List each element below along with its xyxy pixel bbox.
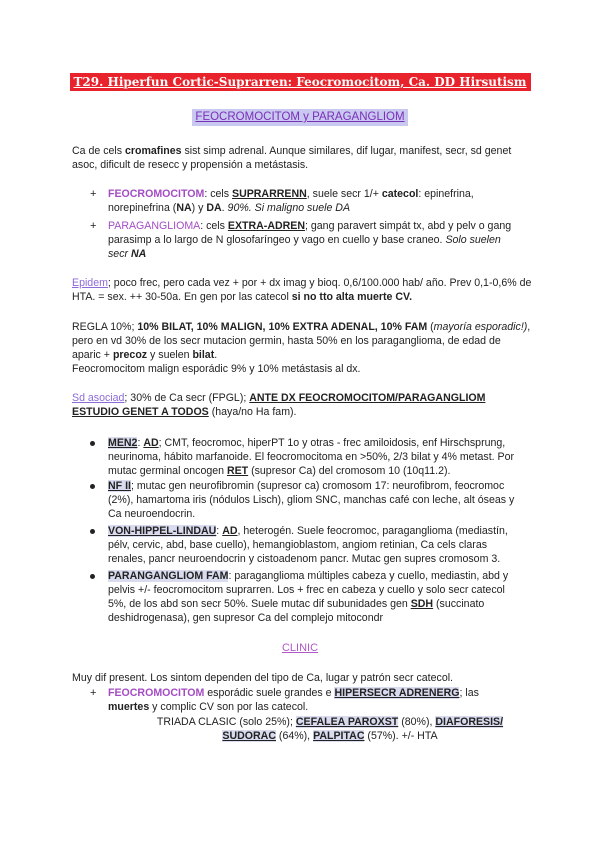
title-row bbox=[0, 73, 600, 91]
text-run: precoz bbox=[112, 349, 148, 361]
text-run: ; mutac gen neurofibromin (supresor ca) cromosom 17: neurofibrom, feocromoc (2%), hamartoma iris (nódulos Lisch), gliom SNC, manchas café con leche, alt óseas y Ca neuroendocrin. bbox=[108, 480, 515, 520]
text-run: (64%), bbox=[275, 730, 314, 742]
clinic-intro-text: Muy dif present. Los sintom dependen del tipo de Ca, lugar y patrón secr catecol. bbox=[72, 672, 454, 684]
sd-asociad-link[interactable]: Sd asociad bbox=[72, 392, 125, 404]
text-run: ; CMT, feocromoc, hiperPT 1o y otras - frec amiloidosis, enf Hirschsprung, neurinoma, hábito marfanoide. El feocromocitoma en >50%, 2/3 bilat y 4% metast. Por mutac germinal oncogen bbox=[108, 437, 515, 477]
text-run: NA bbox=[176, 202, 192, 214]
clinic-heading-row bbox=[0, 641, 600, 655]
page-title: T29. Hiperfun Cortic-Suprarren: Feocromocitom, Ca. DD Hirsutism bbox=[70, 73, 531, 91]
text-run: (supresor Ca) del cromosom 10 (10q11.2). bbox=[248, 465, 451, 477]
list-item-text bbox=[108, 686, 520, 714]
term-label: FEOCROMOCITOM bbox=[108, 188, 205, 200]
text-run: ; gang paravert simpát tx, abd y pelv o gang parasimp a lo largo de N glosofaríngeo y vago en cuello y base craneo. bbox=[108, 220, 512, 246]
text-run: DA bbox=[206, 202, 222, 214]
text-run: : bbox=[216, 525, 223, 537]
text-run: (haya/no Ha fam). bbox=[208, 406, 297, 418]
text-run: . bbox=[221, 202, 228, 214]
text-run: bilat bbox=[192, 349, 215, 361]
text-run: , pero en vd 30% de los secr mutacion germin, hasta 50% en los paraganglioma, de edad de aparic + bbox=[72, 321, 531, 361]
subtitle-row bbox=[0, 109, 600, 126]
text-run: : bbox=[137, 437, 144, 449]
bullet-dot bbox=[90, 529, 95, 534]
epidem-link[interactable]: Epidem bbox=[72, 277, 108, 289]
sd-asociad-paragraph bbox=[72, 391, 532, 419]
plus-bullet: + bbox=[90, 188, 97, 200]
text-run: (succinato deshidrogenasa), gen supresor Ca del complejo mitocondr bbox=[108, 598, 485, 624]
text-run: (57%). +/- HTA bbox=[364, 730, 438, 742]
bullet-dot bbox=[90, 441, 95, 446]
text-run: (80%), bbox=[398, 716, 436, 728]
list-item-text bbox=[108, 219, 520, 261]
text-run: : cels bbox=[200, 220, 228, 232]
text-run: esporádic suele grandes e bbox=[204, 687, 335, 699]
plus-bullet: + bbox=[90, 687, 97, 699]
epidem-paragraph bbox=[72, 276, 532, 304]
text-run: . bbox=[214, 349, 218, 361]
bullet-dot bbox=[90, 574, 95, 579]
text-run: ; 30% de Ca secr (FPGL); bbox=[124, 392, 250, 404]
bullet-dot bbox=[90, 484, 95, 489]
text-run: ( bbox=[427, 321, 434, 333]
term-label: MEN2 bbox=[108, 437, 138, 449]
section-heading: FEOCROMOCITOM y PARAGANGLIOM bbox=[192, 109, 407, 126]
text-run: : paraganglioma múltiples cabeza y cuello, mediastin, abd y pelvis +/- feocromocitom suprarren. Los + frec en cabeza y cuello y solo secr catecol 5%, de los abd son secr 50%. Suele mutac dif subunidades gen bbox=[108, 570, 509, 610]
intro-bold: cromafines bbox=[125, 145, 182, 157]
text-run: EXTRA-ADREN bbox=[227, 220, 306, 232]
text-run: catecol bbox=[381, 188, 419, 200]
regla-line-malign: Feocromocitom malign esporádic 9% y 10% metástasis al dx. bbox=[72, 363, 361, 375]
text-run: ; las bbox=[459, 687, 479, 699]
list-item-text bbox=[108, 436, 520, 478]
text-run: ; poco frec, pero cada vez + por + dx imag y bioq. 0,6/100.000 hab/ año. Prev 0,1-0,6% de HTA. = sex. ++ 30-50a. En gen por las catecol bbox=[72, 277, 532, 303]
list-item-text bbox=[108, 479, 520, 521]
clinic-heading[interactable]: CLINIC bbox=[281, 642, 319, 654]
list-item-text bbox=[108, 524, 520, 566]
intro-text-2: sist simp adrenal. Aunque similares, dif lugar, manifest, secr, sd genet asoc, dificult de resecc y propensión a metástasis. bbox=[72, 145, 512, 171]
text-run: y suelen bbox=[147, 349, 193, 361]
term-label: PARANGANGLIOM FAM bbox=[108, 570, 229, 582]
text-run: AD bbox=[143, 437, 159, 449]
list-item-text bbox=[108, 187, 520, 215]
text-run: AD bbox=[222, 525, 238, 537]
text-run: : epinefrina, norepinefrina ( bbox=[108, 188, 474, 214]
term-label: PARAGANGLIOMA bbox=[108, 220, 201, 232]
text-run: mayoría esporadic!) bbox=[433, 321, 528, 333]
text-run: : cels bbox=[204, 188, 232, 200]
text-run: SDH bbox=[410, 598, 434, 610]
triada-line bbox=[150, 715, 510, 743]
text-run: REGLA 10%; bbox=[72, 321, 138, 333]
intro-text: Ca de cels bbox=[72, 145, 125, 157]
text-run: muertes bbox=[108, 701, 150, 713]
text-run: ) y bbox=[191, 202, 207, 214]
text-run: RET bbox=[226, 465, 249, 477]
plus-bullet: + bbox=[90, 220, 97, 232]
intro-paragraph bbox=[72, 144, 532, 172]
term-label: NF II bbox=[108, 480, 131, 492]
term-label: FEOCROMOCITOM bbox=[108, 687, 205, 699]
text-run: , heterogén. Suele feocromoc, paraganglioma (mediastín, pélv, cervic, abd, base cuello), hemangioblastom, angiom retinian, Ca cels claras renales, pancr neuroendocrin y cistoadenom pancr. Mutac gen supres cromosom 3. bbox=[108, 525, 508, 565]
text-run: , suele secr 1/+ bbox=[306, 188, 382, 200]
clinic-intro bbox=[72, 671, 532, 685]
text-run: TRIADA CLASIC (solo 25%); bbox=[156, 716, 296, 728]
text-run: 90%. Si maligno suele DA bbox=[227, 202, 351, 214]
text-run: PALPITAC bbox=[313, 730, 365, 742]
text-run: CEFALEA PAROXST bbox=[295, 716, 399, 728]
regla-paragraph bbox=[72, 320, 532, 376]
text-run: y complic CV son por las catecol. bbox=[149, 701, 309, 713]
text-run: NA bbox=[130, 248, 147, 260]
text-run: 10% BILAT, 10% MALIGN, 10% EXTRA ADENAL, 10% FAM bbox=[137, 321, 428, 333]
text-run: DIAFORESIS/ SUDORAC bbox=[222, 716, 504, 742]
text-run: si no tto alta muerte CV. bbox=[291, 291, 413, 303]
text-run: ANTE DX FEOCROMOCITOM/PARAGANGLIOM ESTUDIO GENET A TODOS bbox=[72, 392, 486, 418]
text-run: HIPERSECR ADRENERG bbox=[334, 687, 460, 699]
list-item-text bbox=[108, 569, 520, 625]
term-label: VON-HIPPEL-LINDAU bbox=[108, 525, 217, 537]
text-run: SUPRARRENN bbox=[232, 188, 307, 200]
text-run: Solo suelen secr bbox=[108, 234, 501, 260]
